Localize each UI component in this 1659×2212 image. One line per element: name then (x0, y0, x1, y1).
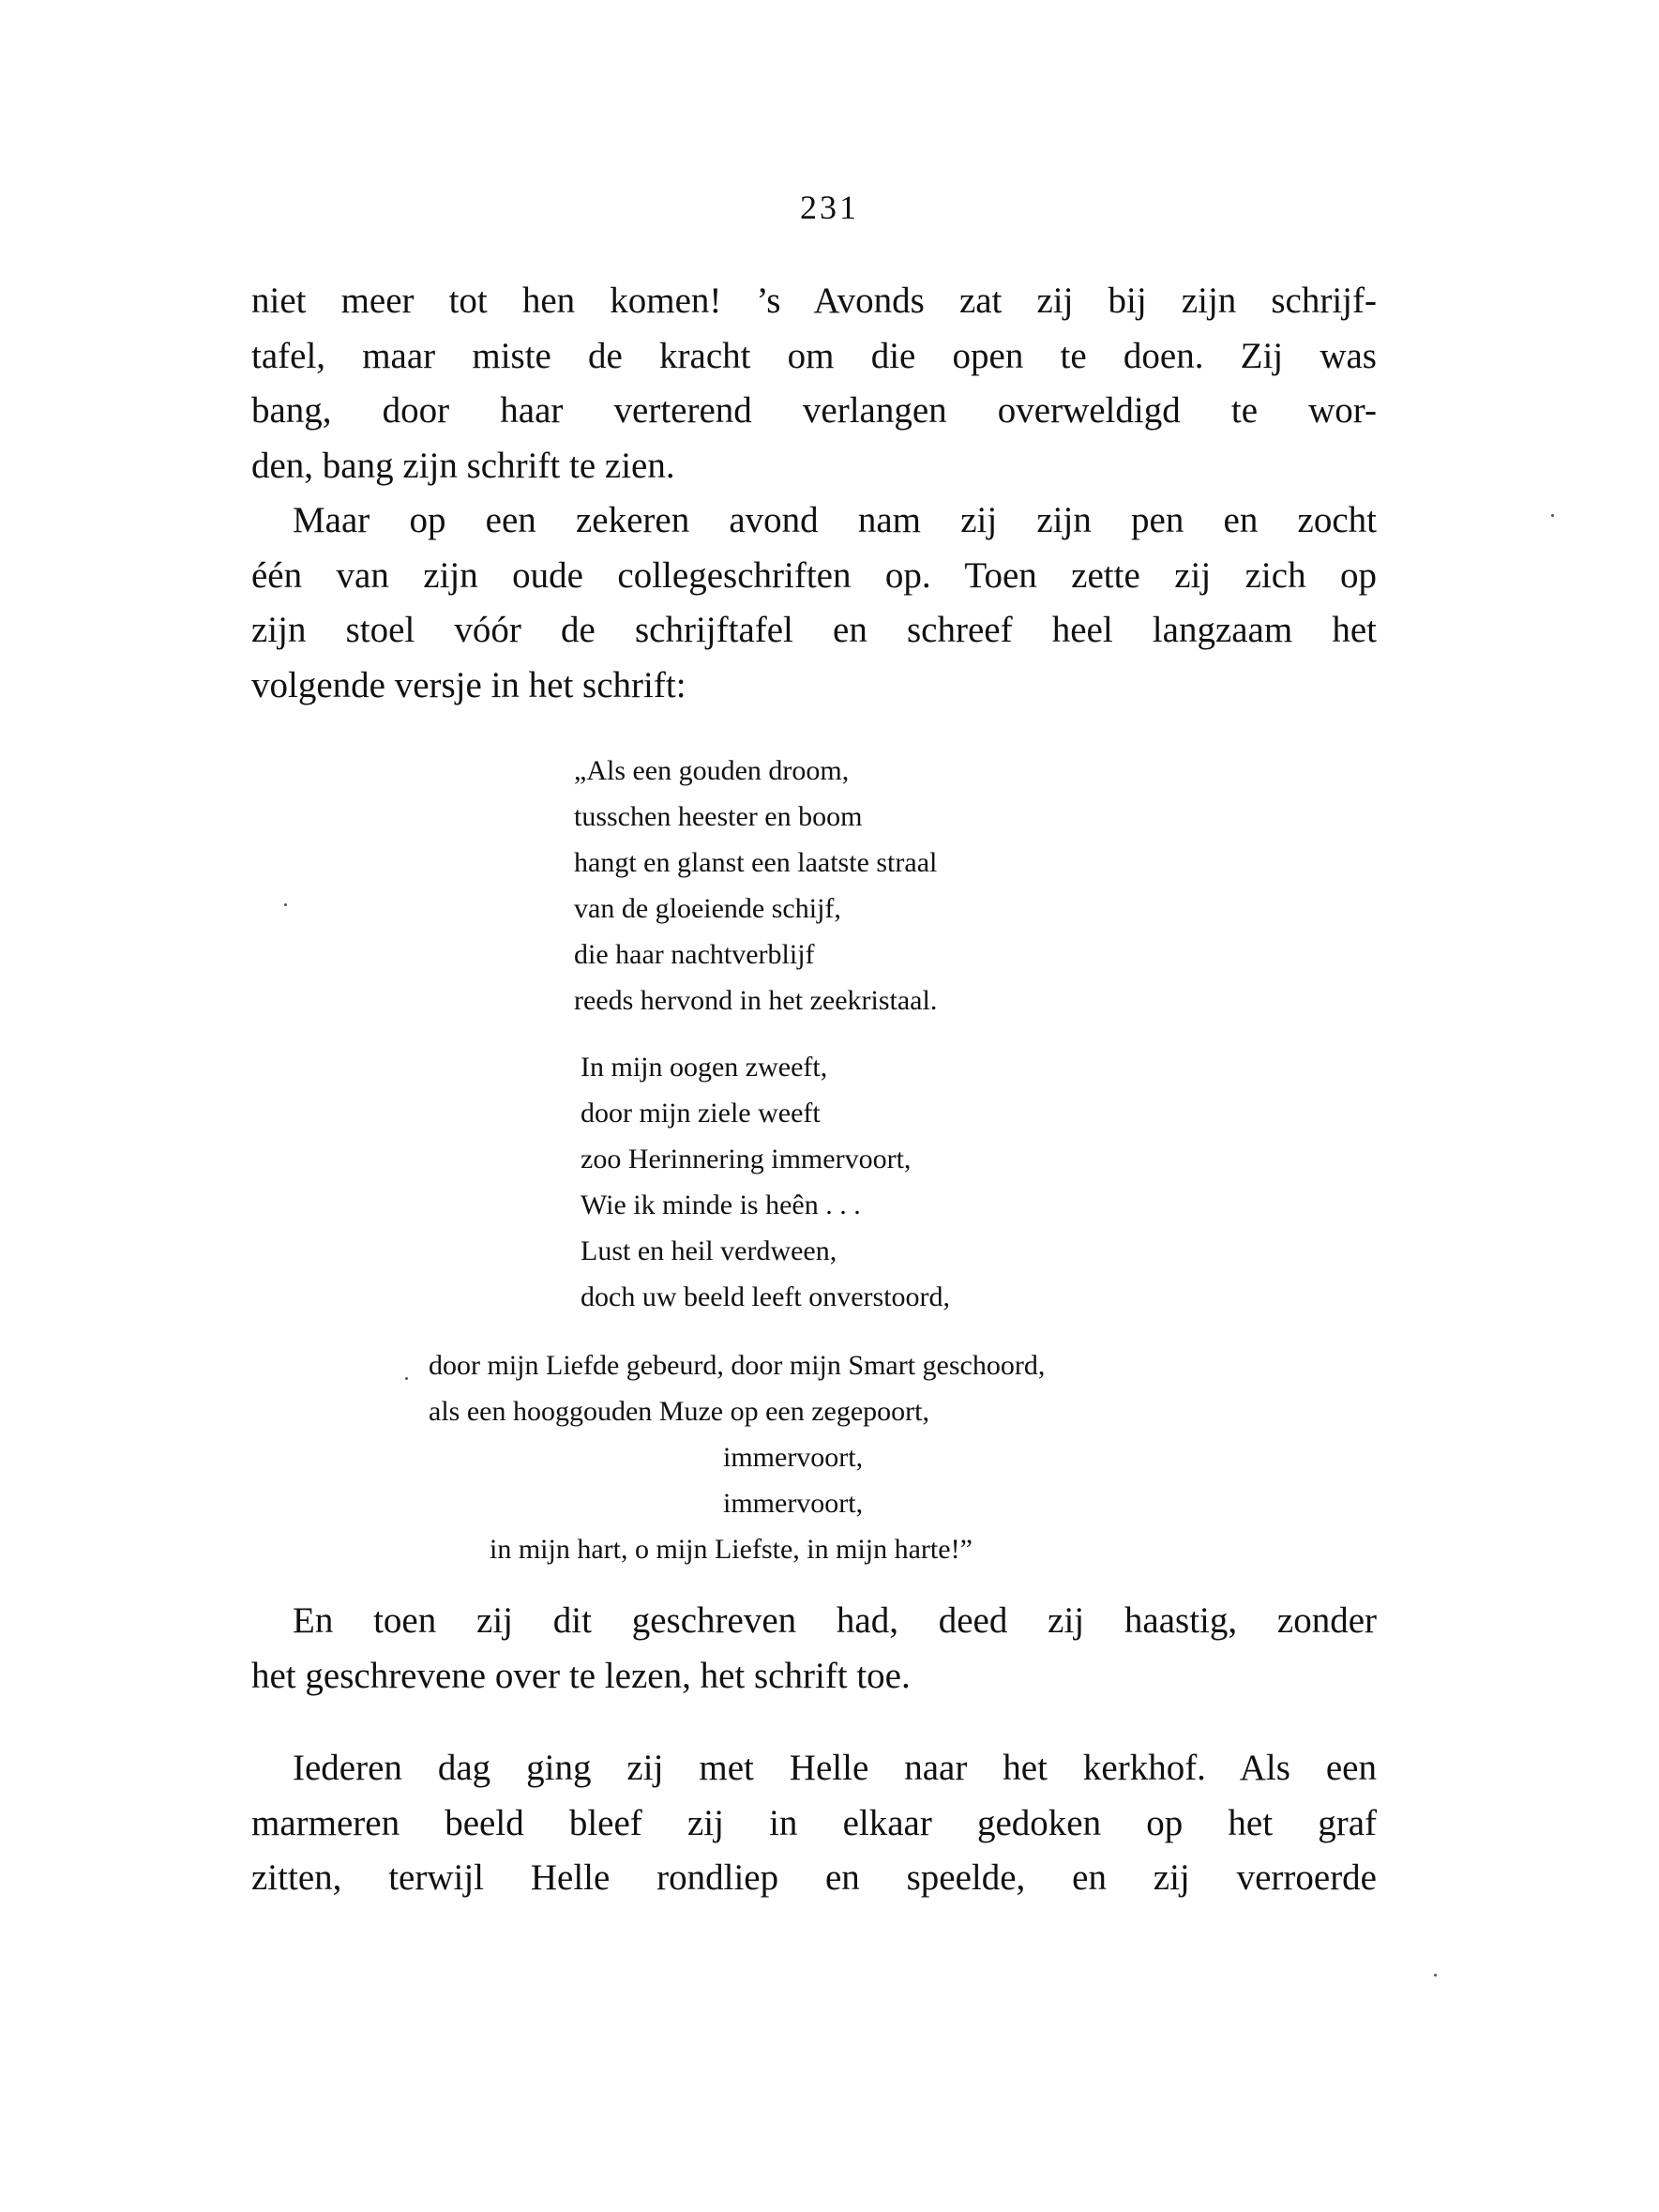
poem-line: reeds hervond in het zeekristaal. (574, 985, 938, 1016)
paragraph-1 (251, 274, 1377, 493)
poem-line: immervoort, (723, 1442, 864, 1473)
poem-line: in mijn hart, o mijn Liefste, in mijn harte!” (490, 1534, 973, 1565)
paragraph-line: Maar op een zekeren avond nam zij zijn pen en zocht (293, 500, 1377, 540)
paragraph-line: één van zijn oude collegeschriften op. Toen zette zij zich op (251, 554, 1377, 596)
paragraph-line: niet meer tot hen komen! ’s Avonds zat zij bij zijn schrijf- (251, 280, 1377, 321)
paragraph-line: den, bang zijn schrift te zien. (251, 445, 675, 486)
scan-speck (1551, 514, 1554, 517)
paragraph-line: tafel, maar miste de kracht om die open te doen. Zij was (251, 335, 1377, 376)
poem-line: door mijn ziele weeft (581, 1098, 821, 1129)
paragraph-line: En toen zij dit geschreven had, deed zij haastig, zonder (293, 1600, 1377, 1641)
poem-line: Lust en heil verdween, (581, 1235, 837, 1266)
poem-line: „Als een gouden droom, (574, 755, 850, 786)
poem-line: In mijn oogen zweeft, (581, 1052, 828, 1083)
poem-line: tusschen heester en boom (574, 801, 863, 832)
paragraph-line: het geschrevene over te lezen, het schrift toe. (251, 1655, 911, 1696)
paragraph-4 (251, 1741, 1377, 1906)
paragraph-line: Iederen dag ging zij met Helle naar het kerkhof. Als een (293, 1748, 1377, 1788)
poem-line: die haar nachtverblijf (574, 939, 815, 970)
poem-stanza-3 (0, 1342, 1659, 1572)
paragraph-2 (251, 493, 1377, 713)
poem-stanza-1 (574, 748, 937, 1023)
poem-line: door mijn Liefde gebeurd, door mijn Smart geschoord, (429, 1350, 1046, 1381)
poem-line: van de gloeiende schijf, (574, 893, 841, 924)
paragraph-line: zitten, terwijl Helle rondliep en speelde, en zij verroerde (251, 1857, 1377, 1899)
paragraph-line: zijn stoel vóór de schrijftafel en schreef heel langzaam het (251, 610, 1377, 651)
poem-line: zoo Herinnering immervoort, (581, 1144, 912, 1174)
poem-line: doch uw beeld leeft onverstoord, (581, 1281, 951, 1312)
paragraph-line: volgende versje in het schrift: (251, 664, 686, 705)
paragraph-line: marmeren beeld bleef zij in elkaar gedoken op het graf (251, 1802, 1377, 1843)
page-number: 231 (800, 189, 859, 226)
scan-speck (1434, 1974, 1437, 1977)
scan-speck (405, 1377, 408, 1380)
paragraph-line: bang, door haar verterend verlangen overweldigd te wor- (251, 390, 1377, 432)
poem-stanza-2 (581, 1044, 950, 1320)
scan-speck (284, 903, 287, 906)
poem-line: immervoort, (723, 1488, 864, 1519)
poem-line: Wie ik minde is heên . . . (581, 1189, 861, 1220)
paragraph-3 (251, 1594, 1377, 1704)
poem-line: als een hooggouden Muze op een zegepoort, (429, 1396, 929, 1427)
poem-line: hangt en glanst een laatste straal (574, 847, 938, 878)
